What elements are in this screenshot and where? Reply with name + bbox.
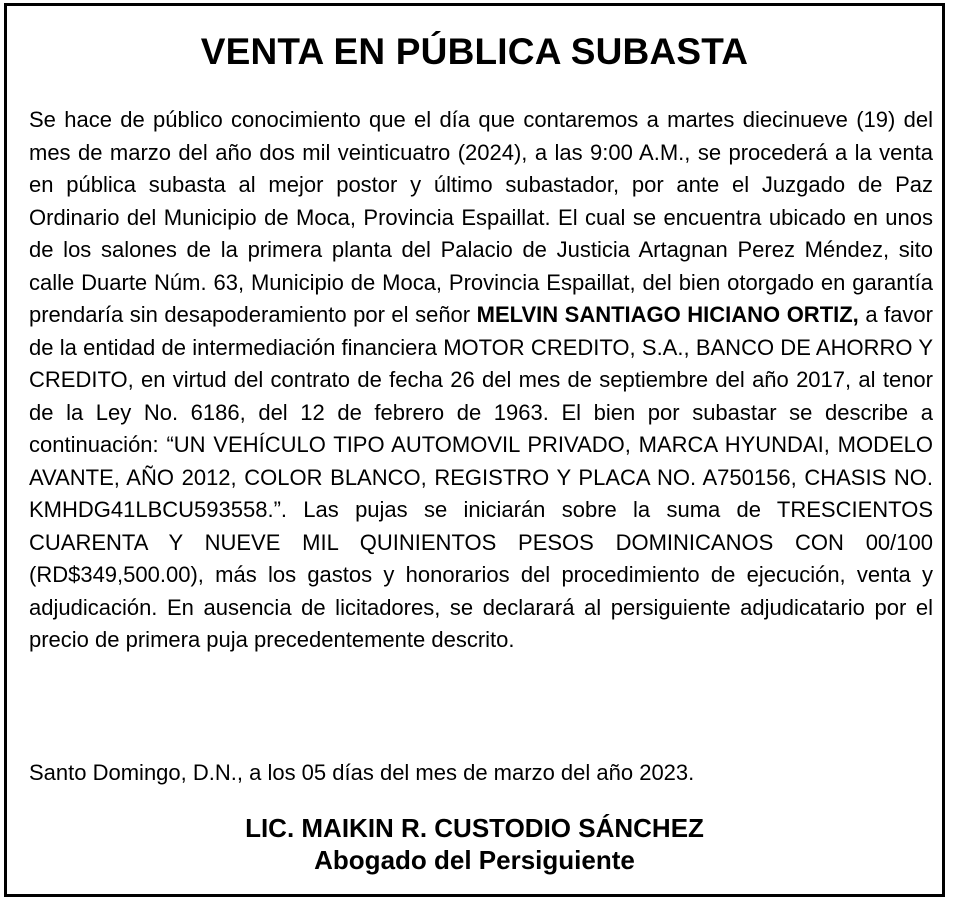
debtor-name: MELVIN SANTIAGO HICIANO ORTIZ,	[476, 302, 859, 327]
body-text-part-2: a favor de la entidad de intermediación financiera MOTOR CREDITO, S.A., BANCO DE AHORRO Y CREDITO, en virtud del contrato de fecha 26 del mes de septiembre del año 2017, al tenor de la Ley No. 6186, del 12 de febrero de 1963. El bien por subastar se describe a continuación: “UN VEHÍCULO TIPO AUTOMOVIL PRIVADO, MARCA HYUNDAI, MODELO AVANTE, AÑO 2012, COLOR BLANCO, REGISTRO Y PLACA NO. A750156, CHASIS NO. KMHDG41LBCU593558.”. Las pujas se iniciarán sobre la suma de TRESCIENTOS CUARENTA Y NUEVE MIL QUINIENTOS PESOS DOMINICANOS CON 00/100 (RD$349,500.00), más los gastos y honorarios del procedimiento de ejecución, venta y adjudicación. En ausencia de licitadores, se declarará al persiguiente adjudicatario por el precio de primera puja precedentemente descrito.	[29, 302, 933, 652]
place-and-date: Santo Domingo, D.N., a los 05 días del mes de marzo del año 2023.	[29, 760, 695, 785]
notice-title: VENTA EN PÚBLICA SUBASTA	[200, 31, 749, 72]
notice-border	[4, 3, 945, 897]
body-text-part-1: Se hace de público conocimiento que el día que contaremos a martes diecinueve (19) del mes de marzo del año dos mil veinticuatro (2024), a las 9:00 A.M., se procederá a la venta en pública subasta al mejor postor y último subastador, por ante el Juzgado de Paz Ordinario del Municipio de Moca, Provincia Espaillat. El cual se encuentra ubicado en unos de los salones de la primera planta del Palacio de Justicia Artagnan Perez Méndez, sito calle Duarte Núm. 63, Municipio de Moca, Provincia Espaillat, del bien otorgado en garantía prendaría sin desapoderamiento por el señor	[29, 107, 933, 327]
signer-name: LIC. MAIKIN R. CUSTODIO SÁNCHEZ	[245, 813, 704, 843]
notice-body	[29, 104, 933, 657]
signer-role: Abogado del Persiguiente	[314, 845, 635, 875]
